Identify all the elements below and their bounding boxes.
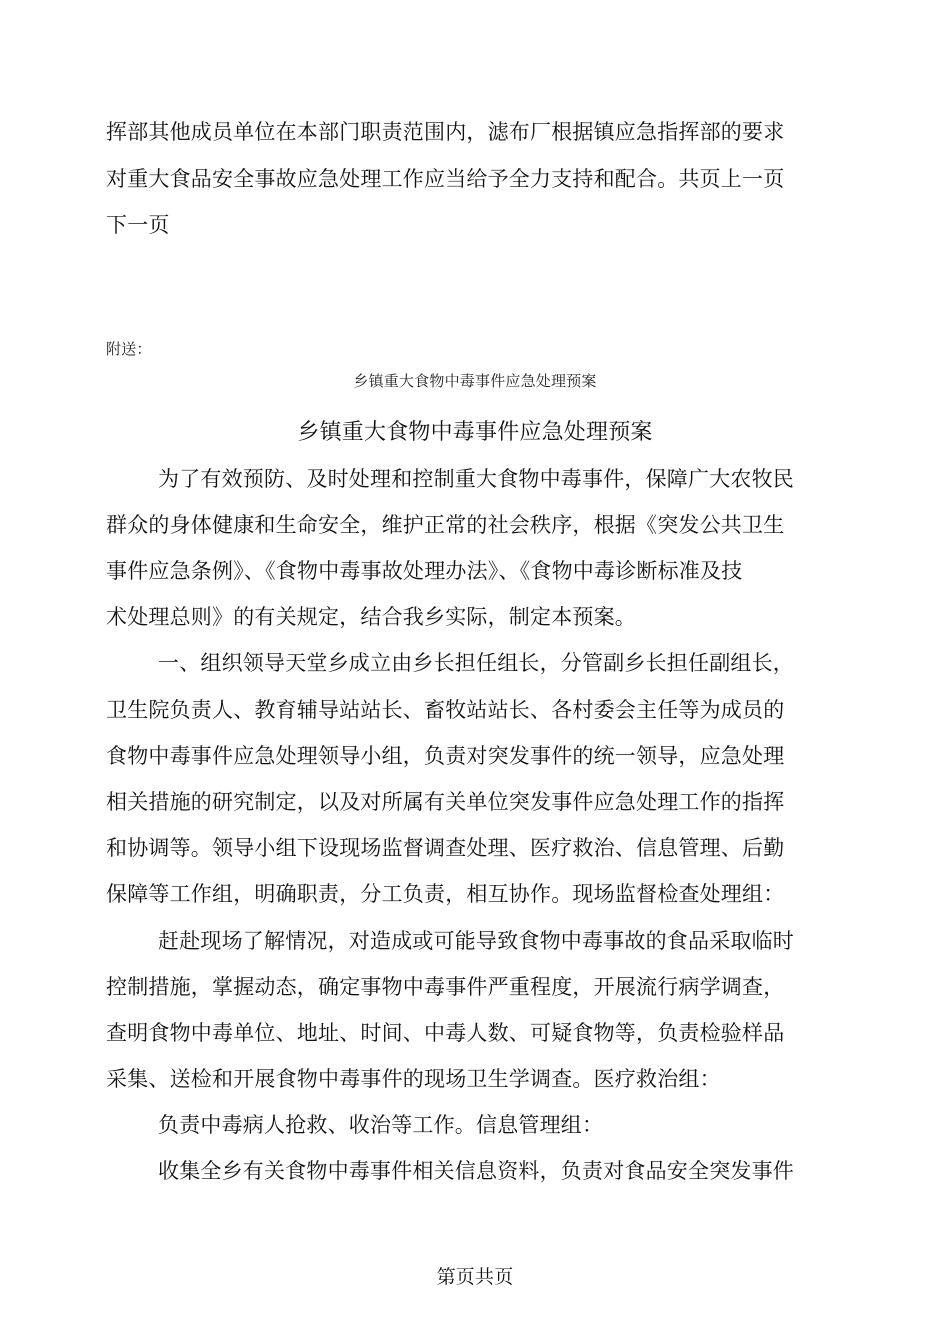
paragraph-3-line-1: 赶赴现场了解情况，对造成或可能导致食物中毒事故的食品采取临时 <box>158 929 794 953</box>
paragraph-1-line-3: 事件应急条例》、《食物中毒事故处理办法》、《食物中毒诊断标准及技 <box>106 559 743 583</box>
attachment-subtitle: 乡镇重大食物中毒事件应急处理预案 <box>353 372 597 390</box>
attachment-label: 附送： <box>106 340 152 358</box>
paragraph-2-line-5: 和协调等。领导小组下设现场监督调查处理、医疗救治、信息管理、后勤 <box>106 836 785 860</box>
paragraph-2-line-4: 相关措施的研究制定，以及对所属有关单位突发事件应急处理工作的指挥 <box>106 790 785 814</box>
paragraph-1-line-1: 为了有效预防、及时处理和控制重大食物中毒事件，保障广大农牧民 <box>158 467 794 491</box>
paragraph-1-line-4: 术处理总则》的有关规定，结合我乡实际，制定本预案。 <box>106 605 636 629</box>
page-footer: 第页共页 <box>436 1266 514 1288</box>
top-paragraph-line-1: 挥部其他成员单位在本部门职责范围内，滤布厂根据镇应急指挥部的要求 <box>106 120 785 144</box>
paragraph-4-line-1: 负责中毒病人抢救、收治等工作。信息管理组： <box>158 1113 604 1137</box>
paragraph-3-line-4: 采集、送检和开展食物中毒事件的现场卫生学调查。医疗救治组： <box>106 1067 721 1091</box>
paragraph-2-line-2: 卫生院负责人、教育辅导站站长、畜牧站站长、各村委会主任等为成员的 <box>106 698 785 722</box>
document-title: 乡镇重大食物中毒事件应急处理预案 <box>297 420 653 445</box>
paragraph-3-line-3: 查明食物中毒单位、地址、时间、中毒人数、可疑食物等，负责检验样品 <box>106 1021 785 1045</box>
paragraph-2-line-6: 保障等工作组，明确职责，分工负责，相互协作。现场监督检查处理组： <box>106 882 785 906</box>
top-paragraph-line-3: 下一页 <box>106 213 170 237</box>
paragraph-2-line-3: 食物中毒事件应急处理领导小组，负责对突发事件的统一领导，应急处理 <box>106 744 785 768</box>
paragraph-3-line-2: 控制措施，掌握动态，确定事物中毒事件严重程度，开展流行病学调查， <box>106 975 785 999</box>
paragraph-1-line-2: 群众的身体健康和生命安全，维护正常的社会秩序，根据《突发公共卫生 <box>106 513 785 537</box>
top-paragraph-line-2: 对重大食品安全事故应急处理工作应当给予全力支持和配合。共页上一页 <box>106 167 785 191</box>
paragraph-2-line-1: 一、组织领导天堂乡成立由乡长担任组长，分管副乡长担任副组长， <box>158 651 794 675</box>
paragraph-5-line-1: 收集全乡有关食物中毒事件相关信息资料，负责对食品安全突发事件 <box>158 1159 794 1183</box>
